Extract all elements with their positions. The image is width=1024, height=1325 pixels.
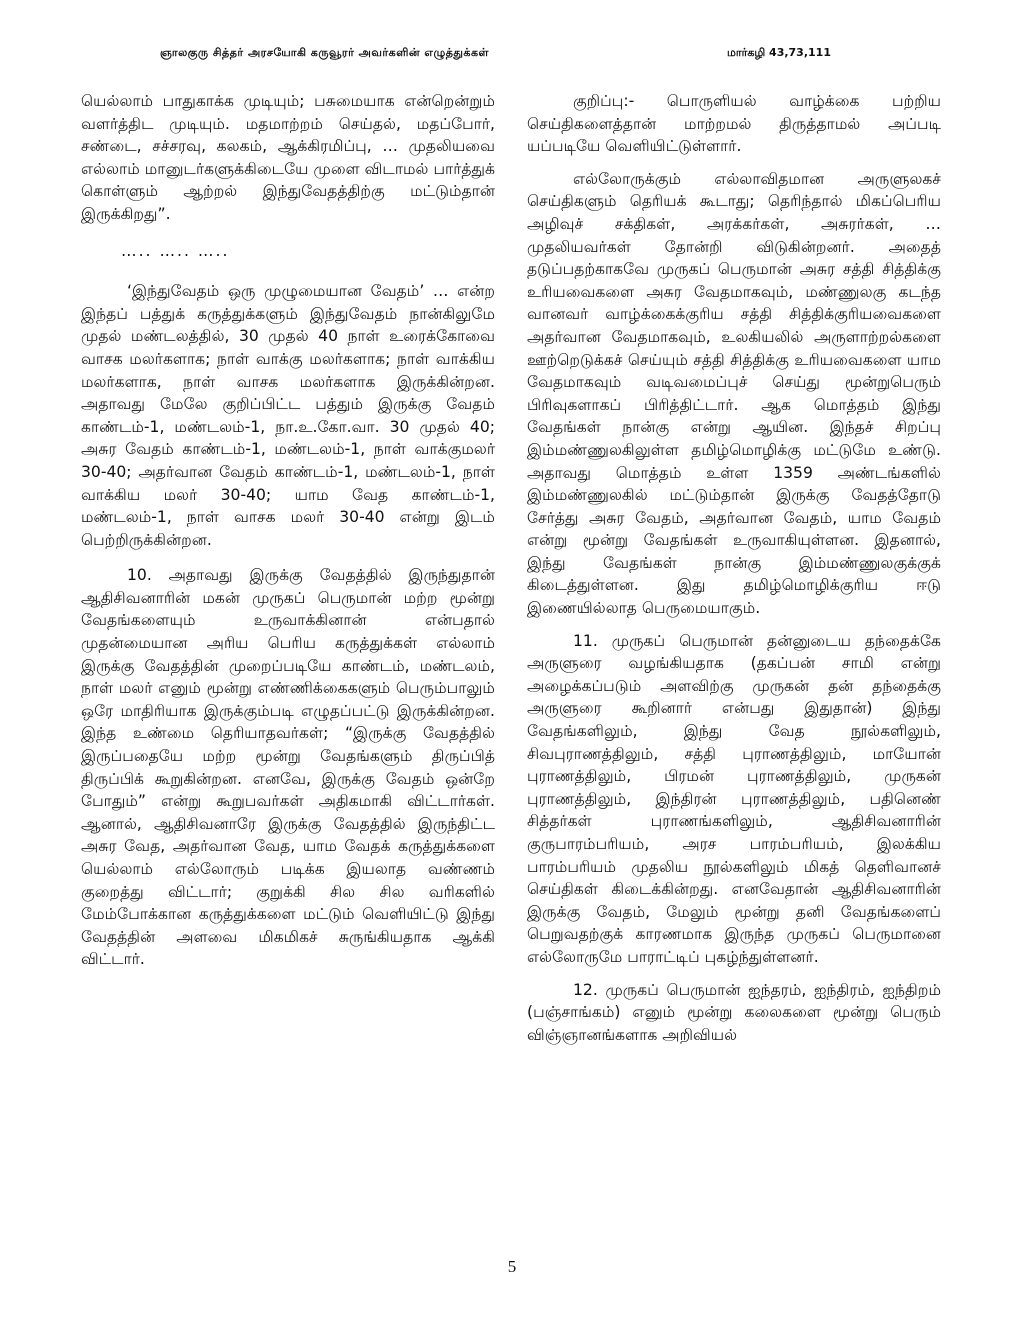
ellipsis-separator: ….. ….. …..	[121, 241, 230, 260]
left-paragraph-3: 10. அதாவது இருக்கு வேதத்தில் இருந்துதான் ஆதிசிவனாரின் மகன் முருகப் பெருமான் மற்ற மூன்று வேதங்களையும் உருவாக்கினான் என்பதால் முதன்மையான அரிய பெரிய கருத்துக்கள் எல்லாம் இருக்கு வேதத்தின் முறைப்படியே காண்டம், மண்டலம், நாள் மலர் எனும் மூன்று எண்ணிக்கைகளும் பெரும்பாலும் ஒரே மாதிரியாக இருக்கும்படி எழுதப்பட்டு இருக்கின்றன. இந்த உண்மை தெரியாதவர்கள்; “இருக்கு வேதத்தில் இருப்பதையே மற்ற மூன்று வேதங்களும் திருப்பித் திருப்பிக் கூறுகின்றன. எனவே, இருக்கு வேதம் ஒன்றே போதும்” என்று கூறுபவர்கள் அதிகமாகி விட்டார்கள். ஆனால், ஆதிசிவனாரே இருக்கு வேதத்தில் இருந்திட்ட அசுர வேத, அதர்வான வேத, யாம வேதக் கருத்துக்களை யெல்லாம் எல்லோரும் படிக்க இயலாத வண்ணம் குறைத்து விட்டார்; குறுக்கி சில சில வரிகளில் மேம்போக்கான கருத்துக்களை மட்டும் வெளியிட்டு இந்து வேதத்தின் அளவை மிகமிகச் சுருங்கியதாக ஆக்கி விட்டார்.	[81, 566, 495, 969]
header-issue: மார்கழி 43,73,111	[727, 46, 831, 59]
header-title: ஞாலகுரு சித்தர் அரசயோகி கருவூரர் அவர்களின் எழுத்துக்கள்	[160, 46, 489, 59]
running-header	[0, 46, 1024, 66]
right-paragraph-2: எல்லோருக்கும் எல்லாவிதமான அருளுலகச் செய்திகளும் தெரியக் கூடாது; தெரிந்தால் மிகப்பெரிய அழிவுச் சக்திகள், அரக்கர்கள், அசுரர்கள், … முதலியவர்கள் தோன்றி விடுகின்றனர். அதைத் தடுப்பதற்காகவே முருகப் பெருமான் அசுர சத்தி சித்திக்கு உரியவைகளை அசுர வேதமாகவும், மண்ணுலகு கடந்த வானவர் வாழ்க்கைக்குரிய சத்தி சித்திக்குரியவைகளை அதர்வான வேதமாகவும், உலகியலில் அருளாற்றல்களை ஊற்றெடுக்கச் செய்யும் சத்தி சித்திக்கு உரியவைகளை யாம வேதமாகவும் வடிவமைப்புச் செய்து மூன்றுபெரும் பிரிவுகளாகப் பிரித்திட்டார். ஆக மொத்தம் இந்து வேதங்கள் நான்கு என்று ஆயின. இந்தச் சிறப்பு இம்மண்ணுலகிலுள்ள தமிழ்மொழிக்கு மட்டுமே உண்டு. அதாவது மொத்தம் உள்ள 1359 அண்டங்களில் இம்மண்ணுலகில் மட்டும்தான் இருக்கு வேதத்தோடு சேர்த்து அசுர வேதம், அதர்வான வேதம், யாம வேதம் என்று மூன்று வேதங்கள் உருவாகியுள்ளன. இதனால், இந்து வேதங்கள் நான்கு இம்மண்ணுலகுக்குக் கிடைத்துள்ளன. இது தமிழ்மொழிக்குரிய ஈடு இணையில்லாத பெருமையாகும்.	[527, 169, 941, 618]
right-paragraph-4: 12. முருகப் பெருமான் ஐந்தரம், ஐந்திரம், ஐந்திறம் (பஞ்சாங்கம்) எனும் மூன்று கலைகளை மூன்று பெரும் விஞ்ஞானங்களாக அறிவியல்	[527, 980, 941, 1044]
right-paragraph-3: 11. முருகப் பெருமான் தன்னுடைய தந்தைக்கே அருளுரை வழங்கியதாக (தகப்பன் சாமி என்று அழைக்கப்படும் அளவிற்கு முருகன் தன் தந்தைக்கு அருளுரை கூறினார் என்பது இதுதான்) இந்து வேதங்களிலும், இந்து வேத நூல்களிலும், சிவபுராணத்திலும், சத்தி புராணத்திலும், மாயோன் புராணத்திலும், பிரமன் புராணத்திலும், முருகன் புராணத்திலும், இந்திரன் புராணத்திலும், பதினெண் சித்தர்கள் புராணங்களிலும், ஆதிசிவனாரின் குருபாரம்பரியம், அரச பாரம்பரியம், இலக்கிய பாரம்பரியம் முதலிய நூல்களிலும் மிகத் தெளிவானச் செய்திகள் கிடைக்கின்றது. எனவேதான் ஆதிசிவனாரின் இருக்கு வேதம், மேலும் மூன்று தனி வேதங்களைப் பெறுவதற்குக் காரணமாக இருந்த முருகப் பெருமானை எல்லோருமே பாராட்டிப் புகழ்ந்துள்ளனர்.	[527, 631, 941, 966]
left-column	[81, 90, 495, 984]
left-paragraph-2: ‘இந்துவேதம் ஒரு முழுமையான வேதம்’ … என்ற இந்தப் பத்துக் கருத்துக்களும் இந்துவேதம் நான்கிலுமே முதல் மண்டலத்தில், 30 முதல் 40 நாள் உரைக்கோவை வாசக மலர்களாக; நாள் வாக்கு மலர்களாக; நாள் வாக்கிய மலர்களாக, நாள் வாசக மலர்களாக இருக்கின்றன. அதாவது மேலே குறிப்பிட்ட பத்தும் இருக்கு வேதம் காண்டம்-1, மண்டலம்-1, நா.உ.கோ.வா. 30 முதல் 40; அசுர வேதம் காண்டம்-1, மண்டலம்-1, நாள் வாக்குமலர் 30-40; அதர்வான வேதம் காண்டம்-1, மண்டலம்-1, நாள் வாக்கிய மலர் 30-40; யாம வேத காண்டம்-1, மண்டலம்-1, நாள் வாசக மலர் 30-40 என்று இடம் பெற்றிருக்கின்றன.	[81, 282, 495, 549]
page-number: 5	[507, 1257, 517, 1276]
left-paragraph-1: யெல்லாம் பாதுகாக்க முடியும்; பசுமையாக என்றென்றும் வளர்த்திட முடியும். மதமாற்றம் செய்தல், மதப்போர், சண்டை, சச்சரவு, கலகம், ஆக்கிரமிப்பு, … முதலியவை எல்லாம் மானுடர்களுக்கிடையே முளை விடாமல் பார்த்துக் கொள்ளும் ஆற்றல் இந்துவேதத்திற்கு மட்டும்தான் இருக்கிறது”.	[81, 92, 495, 223]
right-column	[527, 90, 941, 1056]
right-paragraph-1: குறிப்பு:- பொருளியல் வாழ்க்கை பற்றிய செய்திகளைத்தான் மாற்றமல் திருத்தாமல் அப்படி யப்படியே வெளியிட்டுள்ளார்.	[527, 92, 941, 156]
